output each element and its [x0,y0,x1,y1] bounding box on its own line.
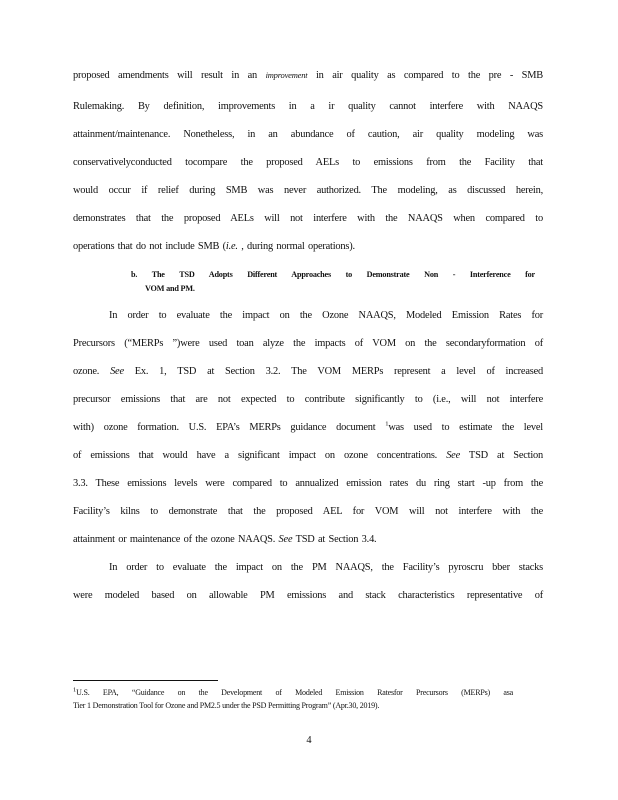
footnote-marker: 1 [73,686,77,694]
body-line: were modeled based on allowable PM emissions and stack characteristics representative of [73,590,543,601]
page-number: 4 [306,735,312,746]
body-line: attainment or maintenance of the ozone NAAQS. See TSD at Section 3.4. [73,534,377,545]
body-line: ozone. See Ex. 1, TSD at Section 3.2. The VOM MERPs represent a level of increased [73,366,543,377]
footnote-text: $^1$U.S. EPA, “Guidance on the Development of Modeled Emission Ratesfor Precursors (MERPs) asa [73,686,513,697]
body-line: of emissions that would have a significant impact on ozone concentrations. See TSD at Section [73,450,544,461]
footnote-reference: 1 [385,420,389,428]
body-line: operations that do not include SMB (i.e. , during normal operations). [73,241,355,252]
body-line: 3.3. These emissions levels were compared to annualized emission rates du ring start -up from the [73,478,543,489]
body-line: demonstrates that the proposed AELs will not interfere with the NAAQS when compared to [73,213,543,224]
body-line: conservativelyconducted tocompare the proposed AELs to emissions from the Facility that [73,157,543,168]
body-line: Precursors (“MERPs ”)were used toan alyze the impacts of VOM on the secondaryformation of [73,338,543,349]
section-subheading-continued: VOM and PM. [145,284,195,293]
body-line: Rulemaking. By definition, improvements in a ir quality cannot interfere with NAAQS [73,101,543,112]
footnote-separator [73,680,218,681]
body-line: attainment/maintenance. Nonetheless, in an abundance of caution, air quality modeling was [73,129,543,140]
body-line: precursor emissions that are not expected to contribute significantly to (i.e., will not interfere [73,394,543,405]
body-line: Facility’s kilns to demonstrate that the proposed AEL for VOM will not interfere with the [73,506,543,517]
body-line: In order to evaluate the impact on the PM NAAQS, the Facility’s pyroscru bber stacks [109,562,543,573]
body-line: proposed amendments will result in an improvement in air quality as compared to the pre - SMB [73,70,543,81]
body-line: In order to evaluate the impact on the Ozone NAAQS, Modeled Emission Rates for [109,310,543,321]
body-line: with) ozone formation. U.S. EPA’s MERPs guidance document $^1$was used to estimate the level [73,420,543,433]
section-subheading: b. The TSD Adopts Different Approaches to Demonstrate Non - Interference for [131,270,535,279]
body-line: would occur if relief during SMB was never authorized. The modeling, as discussed herein, [73,185,543,196]
footnote-text: Tier 1 Demonstration Tool for Ozone and PM2.5 under the PSD Permitting Program” (Apr.30, 2019). [73,701,380,710]
